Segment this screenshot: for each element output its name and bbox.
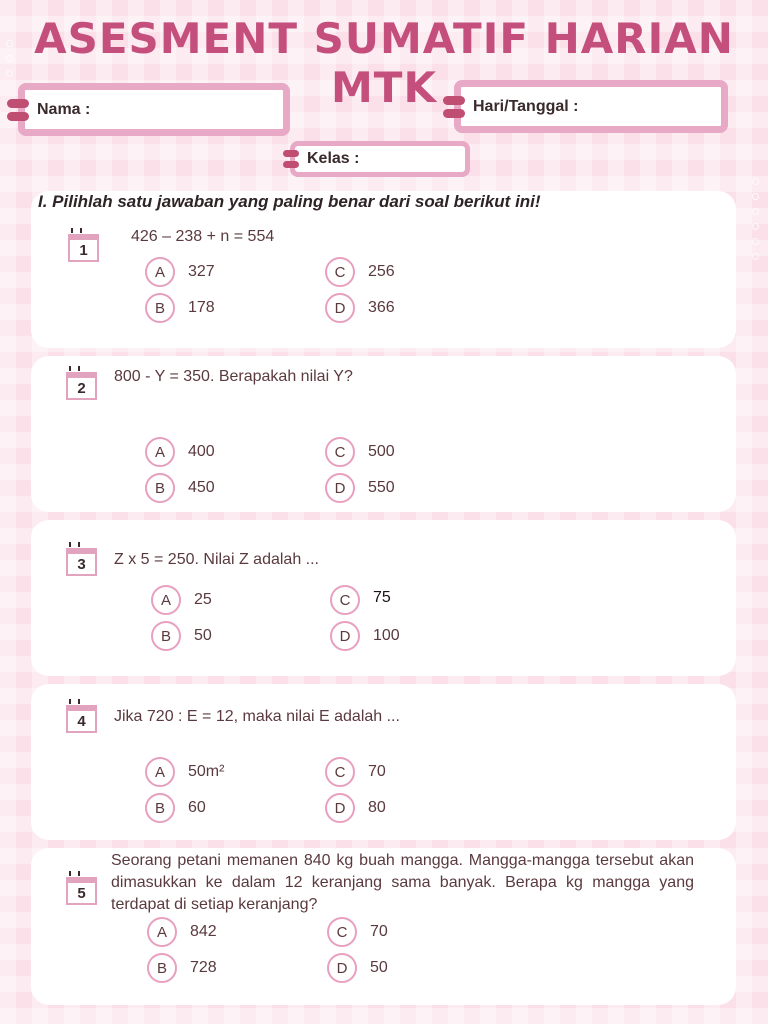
question-number: 3: [66, 548, 97, 576]
question-number: 4: [66, 705, 97, 733]
option-d[interactable]: [325, 473, 395, 503]
question-number: 2: [66, 372, 97, 400]
option-b[interactable]: [145, 473, 215, 503]
option-b[interactable]: [147, 953, 217, 983]
option-c[interactable]: [330, 585, 391, 615]
option-c[interactable]: [327, 917, 388, 947]
option-letter: B: [147, 953, 177, 983]
instruction-text: I. Pilihlah satu jawaban yang paling benar dari soal berikut ini!: [38, 192, 541, 211]
option-d[interactable]: [330, 621, 400, 651]
page-title: ASESMENT SUMATIF HARIAN MTK: [34, 14, 734, 112]
option-value: 842: [190, 923, 217, 940]
tab-decoration: [443, 96, 465, 118]
option-value: 25: [194, 591, 212, 608]
option-value: 256: [368, 263, 395, 280]
option-b[interactable]: [151, 621, 212, 651]
option-value: 500: [368, 443, 395, 460]
option-letter: B: [151, 621, 181, 651]
option-letter: D: [327, 953, 357, 983]
tab-decoration: [283, 150, 299, 168]
option-value: 100: [373, 627, 400, 644]
decorative-dots-right: [752, 178, 759, 260]
option-value: 70: [370, 923, 388, 940]
option-value: 70: [368, 763, 386, 780]
option-a[interactable]: [145, 437, 215, 467]
kelas-label: Kelas :: [307, 150, 360, 167]
option-value: 550: [368, 479, 395, 496]
option-letter: C: [325, 757, 355, 787]
question-number: 1: [68, 234, 99, 262]
option-letter: A: [147, 917, 177, 947]
option-letter: A: [145, 257, 175, 287]
option-letter: A: [145, 437, 175, 467]
nama-label: Nama :: [37, 100, 91, 118]
hari-tanggal-label: Hari/Tanggal :: [473, 97, 579, 115]
question-text: Seorang petani memanen 840 kg buah mangga. Mangga-mangga tersebut akan dimasukkan ke dalam 12 keranjang sama banyak. Berapa kg mangga yang terdapat di setiap keranjang?: [111, 852, 694, 913]
question-text: Jika 720 : E = 12, maka nilai E adalah ...: [114, 708, 400, 725]
option-letter: C: [330, 585, 360, 615]
question-number: 5: [66, 877, 97, 905]
nama-field[interactable]: [18, 83, 290, 136]
option-value: 50m²: [188, 763, 225, 780]
option-letter: B: [145, 293, 175, 323]
option-value: 60: [188, 799, 206, 816]
option-letter: D: [330, 621, 360, 651]
option-c[interactable]: [325, 757, 386, 787]
question-text: 800 - Y = 350. Berapakah nilai Y?: [114, 368, 353, 385]
option-letter: B: [145, 793, 175, 823]
option-letter: D: [325, 293, 355, 323]
option-c[interactable]: [325, 437, 395, 467]
option-value: 327: [188, 263, 215, 280]
question-text: 426 – 238 + n = 554: [131, 228, 275, 245]
option-c[interactable]: [325, 257, 395, 287]
option-d[interactable]: [325, 793, 386, 823]
option-value: 178: [188, 299, 215, 316]
option-value: 50: [194, 627, 212, 644]
option-letter: C: [327, 917, 357, 947]
tab-decoration: [7, 99, 29, 121]
option-a[interactable]: [147, 917, 217, 947]
option-value: 450: [188, 479, 215, 496]
option-d[interactable]: [327, 953, 388, 983]
option-a[interactable]: [151, 585, 212, 615]
question-text: Z x 5 = 250. Nilai Z adalah ...: [114, 551, 319, 568]
kelas-field[interactable]: [290, 141, 470, 177]
option-a[interactable]: [145, 757, 224, 787]
option-value: 400: [188, 443, 215, 460]
option-value: 366: [368, 299, 395, 316]
option-b[interactable]: [145, 293, 215, 323]
option-letter: D: [325, 473, 355, 503]
option-value: 728: [190, 959, 217, 976]
option-letter: A: [151, 585, 181, 615]
option-letter: C: [325, 437, 355, 467]
option-letter: A: [145, 757, 175, 787]
option-value: 75: [373, 588, 391, 606]
option-value: 50: [370, 959, 388, 976]
option-a[interactable]: [145, 257, 215, 287]
option-d[interactable]: [325, 293, 395, 323]
option-letter: D: [325, 793, 355, 823]
option-letter: C: [325, 257, 355, 287]
hari-tanggal-field[interactable]: [454, 80, 728, 133]
option-b[interactable]: [145, 793, 206, 823]
option-value: 80: [368, 799, 386, 816]
option-letter: B: [145, 473, 175, 503]
